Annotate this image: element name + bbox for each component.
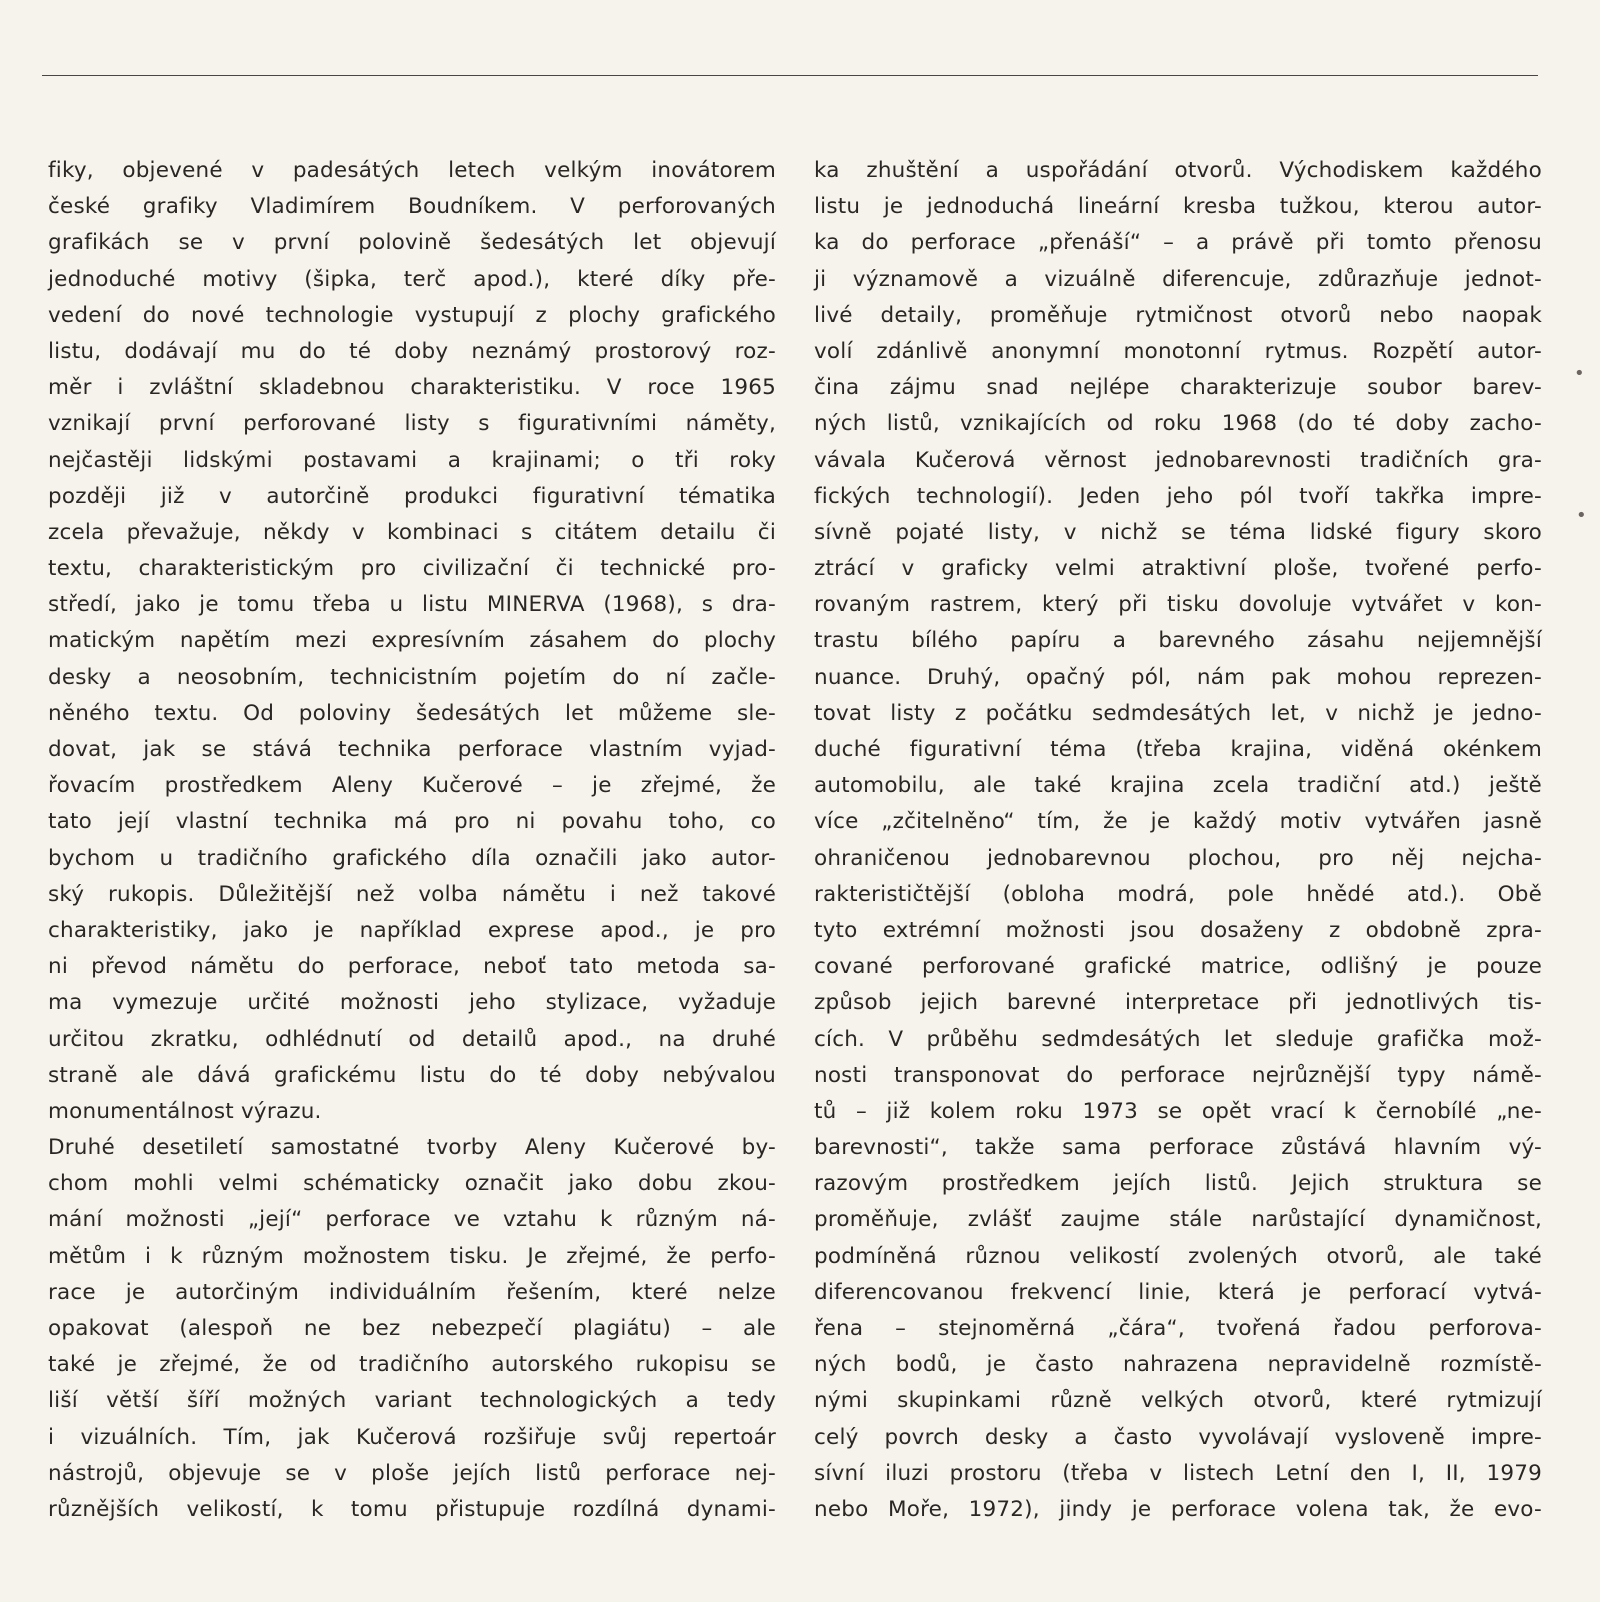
text-line: listu, dodávají mu do té doby neznámý prostorový roz- [48,338,776,364]
text-line: tyto extrémní možnosti jsou dosaženy z obdobně zpra- [814,917,1542,943]
text-line: zcela převažuje, někdy v kombinaci s citátem detailu či [48,519,776,545]
text-line: ztrácí v graficky velmi atraktivní ploše, tvořené perfo- [814,556,1542,582]
text-line: rovaným rastrem, který při tisku dovoluje vytvářet v kon- [814,592,1542,618]
text-line: řovacím prostředkem Aleny Kučerové – je zřejmé, že [48,773,776,799]
text-line: tů – již kolem roku 1973 se opět vrací k černobílé „ne- [814,1098,1542,1124]
left-column [48,153,776,1528]
text-line: nebo Moře, 1972), jindy je perforace volena tak, že evo- [814,1496,1542,1522]
text-line: podmíněná různou velikostí zvolených otvorů, ale také [814,1243,1542,1269]
margin-mark: • [1574,363,1585,384]
text-line: proměňuje, zvlášť zaujme stále narůstající dynamičnost, [814,1207,1542,1233]
margin-mark: • [1576,505,1587,526]
text-line: nejčastěji lidskými postavami a krajinami; o tři roky [48,447,776,473]
text-line: způsob jejich barevné interpretace při jednotlivých tis- [814,990,1542,1016]
text-line: vávala Kučerová věrnost jednobarevnosti tradičních gra- [814,447,1542,473]
text-line: ský rukopis. Důležitější než volba námětu i než takové [48,881,776,907]
text-line: nosti transponovat do perforace nejrůznější typy námě- [814,1062,1542,1088]
text-line: dovat, jak se stává technika perforace vlastním vyjad- [48,737,776,762]
text-line: také je zřejmé, že od tradičního autorského rukopisu se [48,1352,776,1378]
text-line: duché figurativní téma (třeba krajina, viděná okénkem [814,737,1542,762]
text-line: mání možnosti „její“ perforace ve vztahu k různým ná- [48,1207,776,1233]
text-line: ni převod námětu do perforace, neboť tato metoda sa- [48,954,776,980]
text-line: matickým napětím mezi expresívním zásahem do plochy [48,628,776,654]
text-line: diferencovanou frekvencí linie, která je perforací vytvá- [814,1279,1542,1305]
text-line: později již v autorčině produkci figurativní tématika [48,483,776,509]
text-line: desky a neosobním, technicistním pojetím do ní začle- [48,664,776,690]
text-line: razovým prostředkem jejích listů. Jejich struktura se [814,1171,1542,1197]
text-line: nými skupinkami různě velkých otvorů, které rytmizují [814,1388,1542,1414]
text-line: ných bodů, je často nahrazena nepravidelně rozmístě- [814,1352,1542,1378]
text-line: sívní iluzi prostoru (třeba v listech Letní den I, II, 1979 [814,1460,1542,1486]
text-line: tovat listy z počátku sedmdesátých let, v nichž je jedno- [814,700,1542,726]
text-line: fických technologií). Jeden jeho pól tvoří takřka impre- [814,483,1542,509]
text-line: rakterističtější (obloha modrá, pole hnědé atd.). Obě [814,881,1542,907]
text-line: více „zčitelněno“ tím, že je každý motiv vytvářen jasně [814,809,1542,835]
text-line: trastu bílého papíru a barevného zásahu nejjemnější [814,628,1542,654]
text-line: různějších velikostí, k tomu přistupuje rozdílná dynami- [48,1496,776,1522]
right-column [814,153,1542,1528]
text-line: ji významově a vizuálně diferencuje, zdůrazňuje jednot- [814,266,1542,292]
header-rule [42,75,1538,76]
text-line: bychom u tradičního grafického díla označili jako autor- [48,845,776,871]
text-line: jednoduché motivy (šipka, terč apod.), které díky pře- [48,266,776,292]
text-line: textu, charakteristickým pro civilizační či technické pro- [48,556,776,582]
text-line: monumentálnost výrazu. [48,1098,322,1124]
text-line: Druhé desetiletí samostatné tvorby Aleny Kučerové by- [48,1135,776,1161]
text-line: nuance. Druhý, opačný pól, nám pak mohou reprezen- [814,664,1542,690]
text-line: ka zhuštění a uspořádání otvorů. Východiskem každého [814,158,1542,183]
text-line: nástrojů, objevuje se v ploše jejích listů perforace nej- [48,1460,776,1486]
text-line: i vizuálních. Tím, jak Kučerová rozšiřuje svůj repertoár [48,1424,776,1450]
text-line: ohraničenou jednobarevnou plochou, pro něj nejcha- [814,845,1542,871]
text-line: cované perforované grafické matrice, odlišný je pouze [814,954,1542,980]
text-line: ka do perforace „přenáší“ – a právě při tomto přenosu [814,230,1542,256]
text-line: vedení do nové technologie vystupují z plochy grafického [48,302,776,328]
text-line: race je autorčiným individuálním řešením, které nelze [48,1279,776,1305]
text-line: ma vymezuje určité možnosti jeho stylizace, vyžaduje [48,990,776,1016]
text-line: straně ale dává grafickému listu do té doby nebývalou [48,1062,776,1088]
text-line: čina zájmu snad nejlépe charakterizuje soubor barev- [814,375,1542,401]
text-line: grafikách se v první polovině šedesátých let objevují [48,230,776,256]
text-line: něného textu. Od poloviny šedesátých let můžeme sle- [48,700,776,726]
text-line: opakovat (alespoň ne bez nebezpečí plagiátu) – ale [48,1316,776,1341]
text-line: barevnosti“, takže sama perforace zůstává hlavním vý- [814,1135,1542,1161]
text-line: sívně pojaté listy, v nichž se téma lidské figury skoro [814,519,1542,545]
text-line: určitou zkratku, odhlédnutí od detailů apod., na druhé [48,1026,776,1052]
text-line: měr i zvláštní skladebnou charakteristiku. V roce 1965 [48,375,776,401]
text-line: ných listů, vznikajících od roku 1968 (do té doby zacho- [814,411,1542,437]
text-line: charakteristiky, jako je například exprese apod., je pro [48,917,776,943]
text-line: volí zdánlivě anonymní monotonní rytmus. Rozpětí autor- [814,338,1542,364]
text-line: celý povrch desky a často vyvolávají vysloveně impre- [814,1424,1542,1450]
text-line: listu je jednoduchá lineární kresba tužkou, kterou autor- [814,194,1542,220]
text-line: české grafiky Vladimírem Boudníkem. V perforovaných [48,194,776,220]
text-line: livé detaily, proměňuje rytmičnost otvorů nebo naopak [814,302,1542,328]
text-line: automobilu, ale také krajina zcela tradiční atd.) ještě [814,773,1542,799]
text-line: liší větší šíří možných variant technologických a tedy [48,1388,776,1414]
text-line: chom mohli velmi schématicky označit jako dobu zkou- [48,1171,776,1197]
text-line: fiky, objevené v padesátých letech velkým inovátorem [48,158,776,183]
text-line: středí, jako je tomu třeba u listu MINERVA (1968), s dra- [48,592,776,618]
text-line: řena – stejnoměrná „čára“, tvořená řadou perforova- [814,1316,1542,1341]
text-line: mětům i k různým možnostem tisku. Je zřejmé, že perfo- [48,1243,776,1269]
text-line: vznikají první perforované listy s figurativními náměty, [48,411,776,437]
text-line: tato její vlastní technika má pro ni povahu toho, co [48,809,776,835]
text-line: cích. V průběhu sedmdesátých let sleduje grafička mož- [814,1026,1542,1052]
